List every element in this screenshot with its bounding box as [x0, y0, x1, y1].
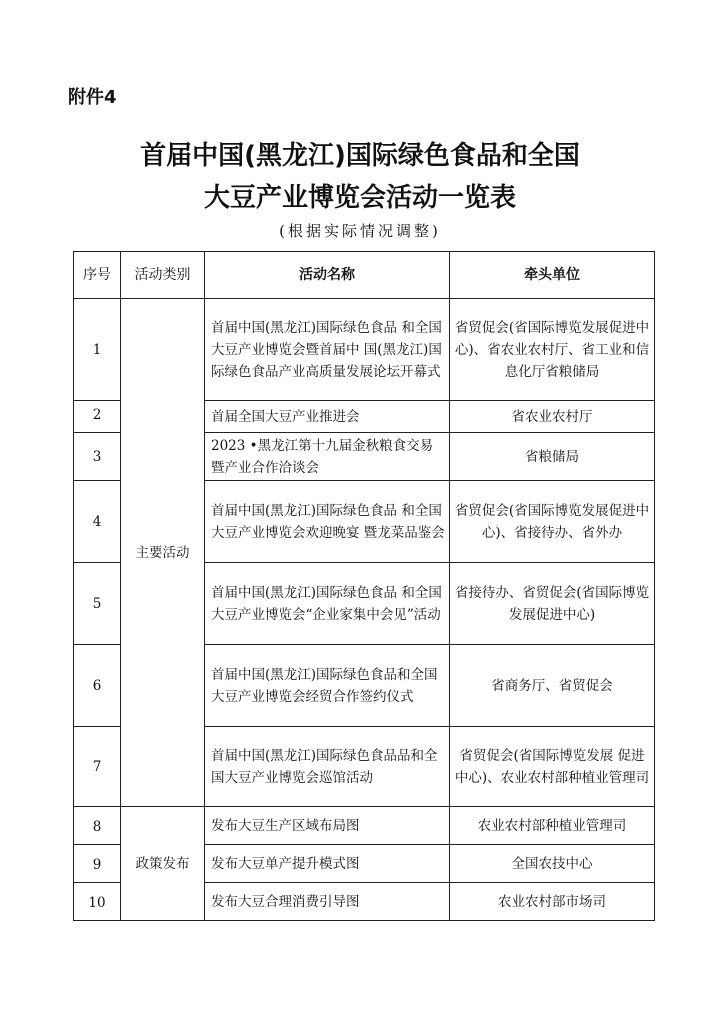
row-name: 2023 •黑龙江第十九届金秋粮食交易暨产业合作洽谈会: [205, 433, 450, 481]
row-name: 首届中国(黑龙江)国际绿色食品 和全国大豆产业博览会“企业家集中会见”活动: [205, 563, 450, 645]
row-name: 首届中国(黑龙江)国际绿色食品和全国大豆产业博览会经贸合作签约仪式: [205, 645, 450, 727]
row-no: 3: [74, 433, 121, 481]
row-name: 首届中国(黑龙江)国际绿色食品 和全国大豆产业博览会欢迎晚宴 暨龙菜品鉴会: [205, 481, 450, 563]
row-lead: 全国农技中心: [450, 845, 655, 883]
row-name: 首届全国大豆产业推进会: [205, 401, 450, 433]
row-lead: 省贸促会(省国际博览发展促进中心)、省农业农村厅、省工业和信息化厅省粮储局: [450, 299, 655, 401]
row-no: 1: [74, 299, 121, 401]
row-name: 发布大豆合理消费引导图: [205, 883, 450, 921]
title-line-1: 首届中国(黑龙江)国际绿色食品和全国: [140, 141, 580, 171]
row-lead: 农业农村部种植业管理司: [450, 807, 655, 845]
row-no: 2: [74, 401, 121, 433]
category-main: 主要活动: [121, 299, 205, 807]
table-row: [74, 299, 655, 401]
table-row: [74, 807, 655, 845]
row-lead: 省接待办、省贸促会(省国际博览发展促进中心): [450, 563, 655, 645]
row-name: 发布大豆生产区域布局图: [205, 807, 450, 845]
activity-table: [73, 251, 655, 921]
row-lead: 省粮储局: [450, 433, 655, 481]
row-no: 4: [74, 481, 121, 563]
table-header-row: [74, 252, 655, 299]
row-no: 9: [74, 845, 121, 883]
header-name: 活动名称: [205, 252, 450, 299]
row-lead: 省贸促会(省国际博览发展促进中心)、省接待办、省外办: [450, 481, 655, 563]
row-name: 发布大豆单产提升模式图: [205, 845, 450, 883]
row-lead: 农业农村部市场司: [450, 883, 655, 921]
header-lead: 牵头单位: [450, 252, 655, 299]
header-no: 序号: [74, 252, 121, 299]
row-lead: 省贸促会(省国际博览发展 促进中心)、农业农村部种植业管理司: [450, 727, 655, 807]
attachment-label: 附件4: [68, 87, 117, 108]
row-no: 8: [74, 807, 121, 845]
row-name: 首届中国(黑龙江)国际绿色食品品和全国大豆产业博览会巡馆活动: [205, 727, 450, 807]
row-no: 6: [74, 645, 121, 727]
subtitle: (根据实际情况调整): [279, 222, 441, 240]
row-name: 首届中国(黑龙江)国际绿色食品 和全国大豆产业博览会暨首届中 国(黑龙江)国际绿色食品产业高质量发展论坛开幕式: [205, 299, 450, 401]
category-policy: 政策发布: [121, 807, 205, 921]
row-no: 7: [74, 727, 121, 807]
header-category: 活动类别: [121, 252, 205, 299]
title-line-2: 大豆产业博览会活动一览表: [203, 183, 516, 213]
row-lead: 省商务厅、省贸促会: [450, 645, 655, 727]
row-no: 5: [74, 563, 121, 645]
row-no: 10: [74, 883, 121, 921]
row-lead: 省农业农村厅: [450, 401, 655, 433]
